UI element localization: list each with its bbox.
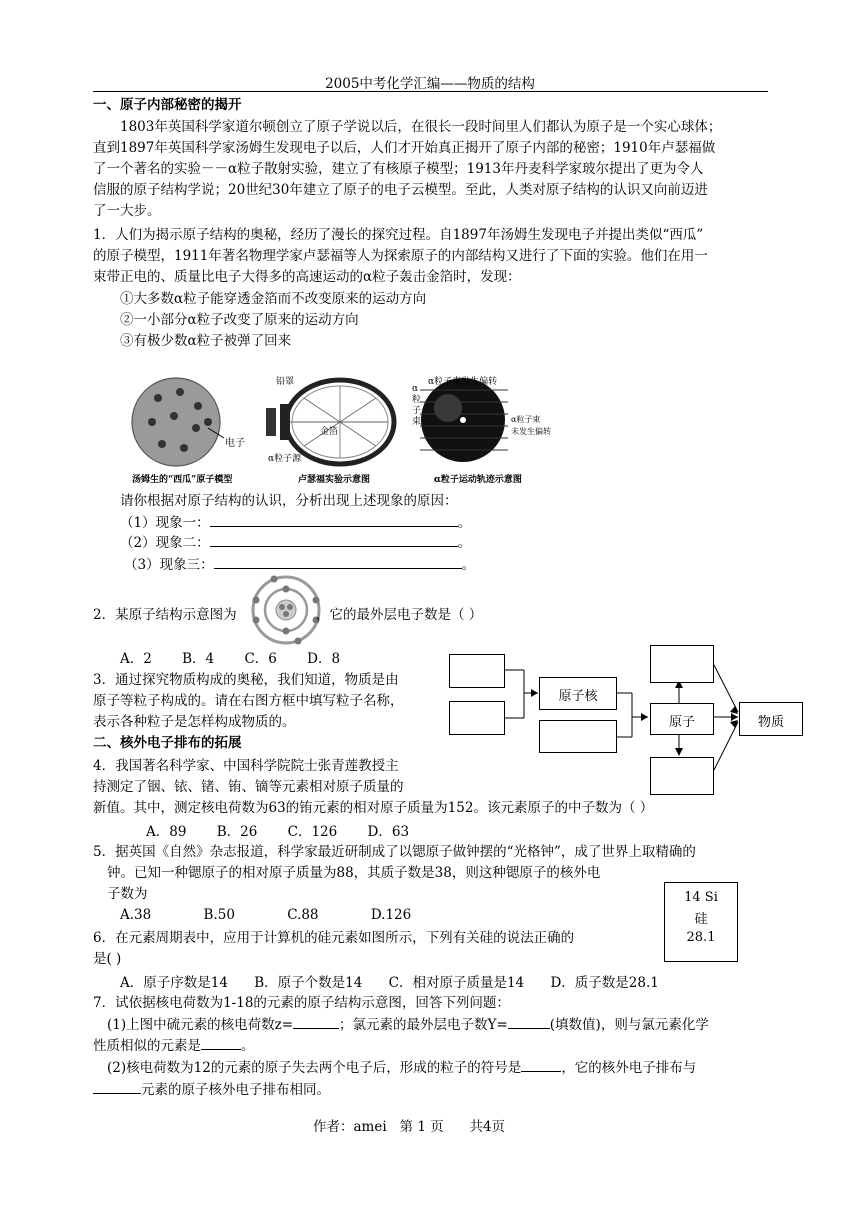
q7-text: 。	[241, 1038, 255, 1054]
intro-line: 1803年英国科学家道尔顿创立了原子学说以后，在很长一段时间里人们都认为原子是一个实心球体；	[120, 119, 722, 135]
intro-line: 直到1897年英国科学家汤姆生发现电子以后，人们才开始真正揭开了原子内部的秘密；1910年卢瑟福做	[93, 140, 716, 156]
figure-label-lead: 铅罩	[276, 377, 295, 387]
element-name: 硅	[694, 912, 708, 927]
intro-line: 信服的原子结构学说；20世纪30年建立了原子的电子云模型。至此，人类对原子结构的认识又向前迈进	[93, 182, 708, 198]
q1-observation: ①大多数α粒子能穿透金箔而不改变原来的运动方向	[120, 291, 427, 307]
q1-item-label: （2）现象二：	[120, 535, 210, 551]
option-a[interactable]: A．89	[146, 824, 187, 840]
q7-text: 性质相似的元素是	[93, 1038, 201, 1054]
answer-blank[interactable]	[508, 1014, 550, 1029]
q7-part1	[107, 1014, 782, 1035]
q3-line: 表示各种粒子是怎样构成物质的。	[93, 714, 296, 730]
q6-line: 是( )	[93, 951, 122, 967]
q5-line: 子数为	[107, 886, 148, 902]
q1-item-label: （1）现象一：	[120, 515, 210, 531]
q1-item-end: 。	[457, 515, 472, 531]
option-b[interactable]: B．原子个数是14	[254, 975, 363, 991]
q4-line: 新值。其中，测定核电荷数为63的铕元素的相对原子质量为152。该元素原子的中子数为（ ）	[93, 800, 654, 816]
beam-char: 子	[412, 406, 422, 416]
section1-heading: 一、原子内部秘密的揭开	[93, 97, 242, 113]
beam-char: 束	[412, 417, 422, 427]
figure-label-deflect: α粒子束发生偏转	[428, 377, 498, 387]
q6-line: 6．在元素周期表中，应用于计算机的硅元素如图所示，下列有关硅的说法正确的	[93, 930, 575, 946]
q1-item-end: 。	[461, 557, 476, 573]
option-a[interactable]: A．2	[120, 651, 152, 667]
nucleus-label: 原子核	[558, 689, 598, 704]
beam-char: α	[412, 384, 419, 394]
q7-part2	[107, 1057, 782, 1078]
q5-options	[120, 907, 437, 923]
q7-text: (填数值)，则与氯元素化学	[549, 1017, 709, 1033]
substance-label: 物质	[757, 715, 784, 730]
option-c[interactable]: C．相对原子质量是14	[388, 975, 525, 991]
footer-total: 共4页	[469, 1119, 506, 1135]
q3-line: 原子等粒子构成的。请在右图方框中填写粒子名称，	[93, 693, 404, 709]
q1-item-label: （3）现象三：	[124, 557, 214, 573]
answer-blank[interactable]	[521, 1057, 561, 1072]
figure-label-right1: α粒子束	[511, 415, 541, 424]
diagram-blank-box-4[interactable]	[650, 645, 714, 683]
answer-blank[interactable]	[293, 1014, 339, 1029]
q1-prompt: 请你根据对原子结构的认识，分析出现上述现象的原因：	[120, 493, 458, 509]
figure-label-electron: 电子	[225, 438, 245, 449]
option-a[interactable]: A．原子序数是14	[120, 975, 228, 991]
element-mass: 28.1	[686, 930, 716, 945]
q4-line: 持测定了铟、铱、锗、铕、镝等元素相对原子质量的	[93, 779, 404, 795]
section2-heading: 二、核外电子排布的拓展	[93, 735, 242, 751]
option-c[interactable]: C．6	[244, 651, 277, 667]
q1-observation: ②一小部分α粒子改变了原来的运动方向	[120, 312, 359, 328]
q2-post: ，它的最外层电子数是（ ）	[316, 607, 483, 623]
q5-line: 5．据英国《自然》杂志报道，科学家最近研制成了以锶原子做钟摆的“光格钟”，成了世界上取精确的	[93, 844, 696, 860]
q2-pre: 2．某原子结构示意图为	[93, 607, 237, 623]
option-c[interactable]: C.88	[287, 907, 319, 923]
q4-options	[146, 820, 435, 840]
q7-text: ，它的核外电子排布与	[561, 1060, 697, 1076]
figure-caption-rutherford: 卢瑟福实验示意图	[298, 475, 371, 485]
footer-author: 作者：amei	[313, 1119, 387, 1135]
option-d[interactable]: D.126	[370, 907, 412, 923]
q1-line: 束带正电的、质量比电子大得多的高速运动的α粒子轰击金箔时，发现：	[93, 269, 521, 285]
page-footer	[313, 1115, 505, 1135]
q1-observation: ③有极少数α粒子被弹了回来	[120, 333, 292, 349]
option-b[interactable]: B．4	[182, 651, 215, 667]
q7-text: 元素的原子核外电子排布相同。	[141, 1082, 330, 1098]
figure-label-gold: 金箔	[320, 427, 339, 437]
option-b[interactable]: B.50	[203, 907, 235, 923]
q6-options	[120, 971, 685, 991]
option-d[interactable]: D．63	[367, 824, 410, 840]
figure-caption-trajectory: α粒子运动轨迹示意图	[434, 475, 522, 485]
intro-line: 了一大步。	[93, 203, 161, 219]
footer-page: 第 1 页	[399, 1119, 444, 1135]
figure-label-source: α粒子源	[268, 454, 302, 464]
q7-text: (2)核电荷数为12的元素的原子失去两个电子后，形成的粒子的符号是	[107, 1060, 522, 1076]
q7-intro: 7．试依据核电荷数为1-18的元素的原子结构示意图，回答下列问题：	[93, 995, 510, 1011]
option-a[interactable]: A.38	[120, 907, 152, 923]
diagram-blank-box-2[interactable]	[449, 701, 505, 735]
q4-line: 4．我国著名科学家、中国科学院院士张青莲教授主	[93, 758, 399, 774]
q5-line: 钟。已知一种锶原子的相对原子质量为88，其质子数是38，则这种锶原子的核外电	[107, 865, 601, 881]
beam-char: 粒	[412, 395, 422, 405]
q7-part2b	[93, 1079, 768, 1100]
intro-line: 了一个著名的实验－－α粒子散射实验，建立了有核原子模型；1913年丹麦科学家玻尔提出了更为令人	[93, 161, 704, 177]
q1-item-end: 。	[457, 535, 472, 551]
option-b[interactable]: B．26	[216, 824, 258, 840]
atom-label: 原子	[668, 715, 695, 730]
element-number-symbol: 14 Si	[684, 890, 718, 905]
q7-text: ；氯元素的最外层电子数Y=	[339, 1017, 508, 1033]
figure-label-right2: 未发生偏转	[511, 427, 551, 436]
q7-part1b	[93, 1035, 768, 1056]
option-d[interactable]: D．质子数是28.1	[550, 975, 659, 991]
answer-blank[interactable]	[201, 1035, 241, 1050]
q1-line: 1．人们为揭示原子结构的奥秘，经历了漫长的探究过程。自1897年汤姆生发现电子并提出类似“西瓜”	[93, 227, 704, 243]
answer-blank[interactable]	[93, 1079, 141, 1094]
option-c[interactable]: C．126	[287, 824, 338, 840]
q7-text: (1)上图中硫元素的核电荷数z=	[107, 1017, 294, 1033]
figure-caption-thomson: 汤姆生的“西瓜”原子模型	[132, 475, 233, 485]
q1-line: 的原子模型，1911年著名物理学家卢瑟福等人为探索原子的内部结构又进行了下面的实验。他们在用一	[93, 248, 708, 264]
q3-line: 3．通过探究物质构成的奥秘，我们知道，物质是由	[93, 672, 399, 688]
diagram-blank-box-1[interactable]	[449, 654, 505, 688]
option-d[interactable]: D．8	[307, 651, 341, 667]
page-header-title: 2005中考化学汇编——物质的结构	[325, 76, 535, 92]
